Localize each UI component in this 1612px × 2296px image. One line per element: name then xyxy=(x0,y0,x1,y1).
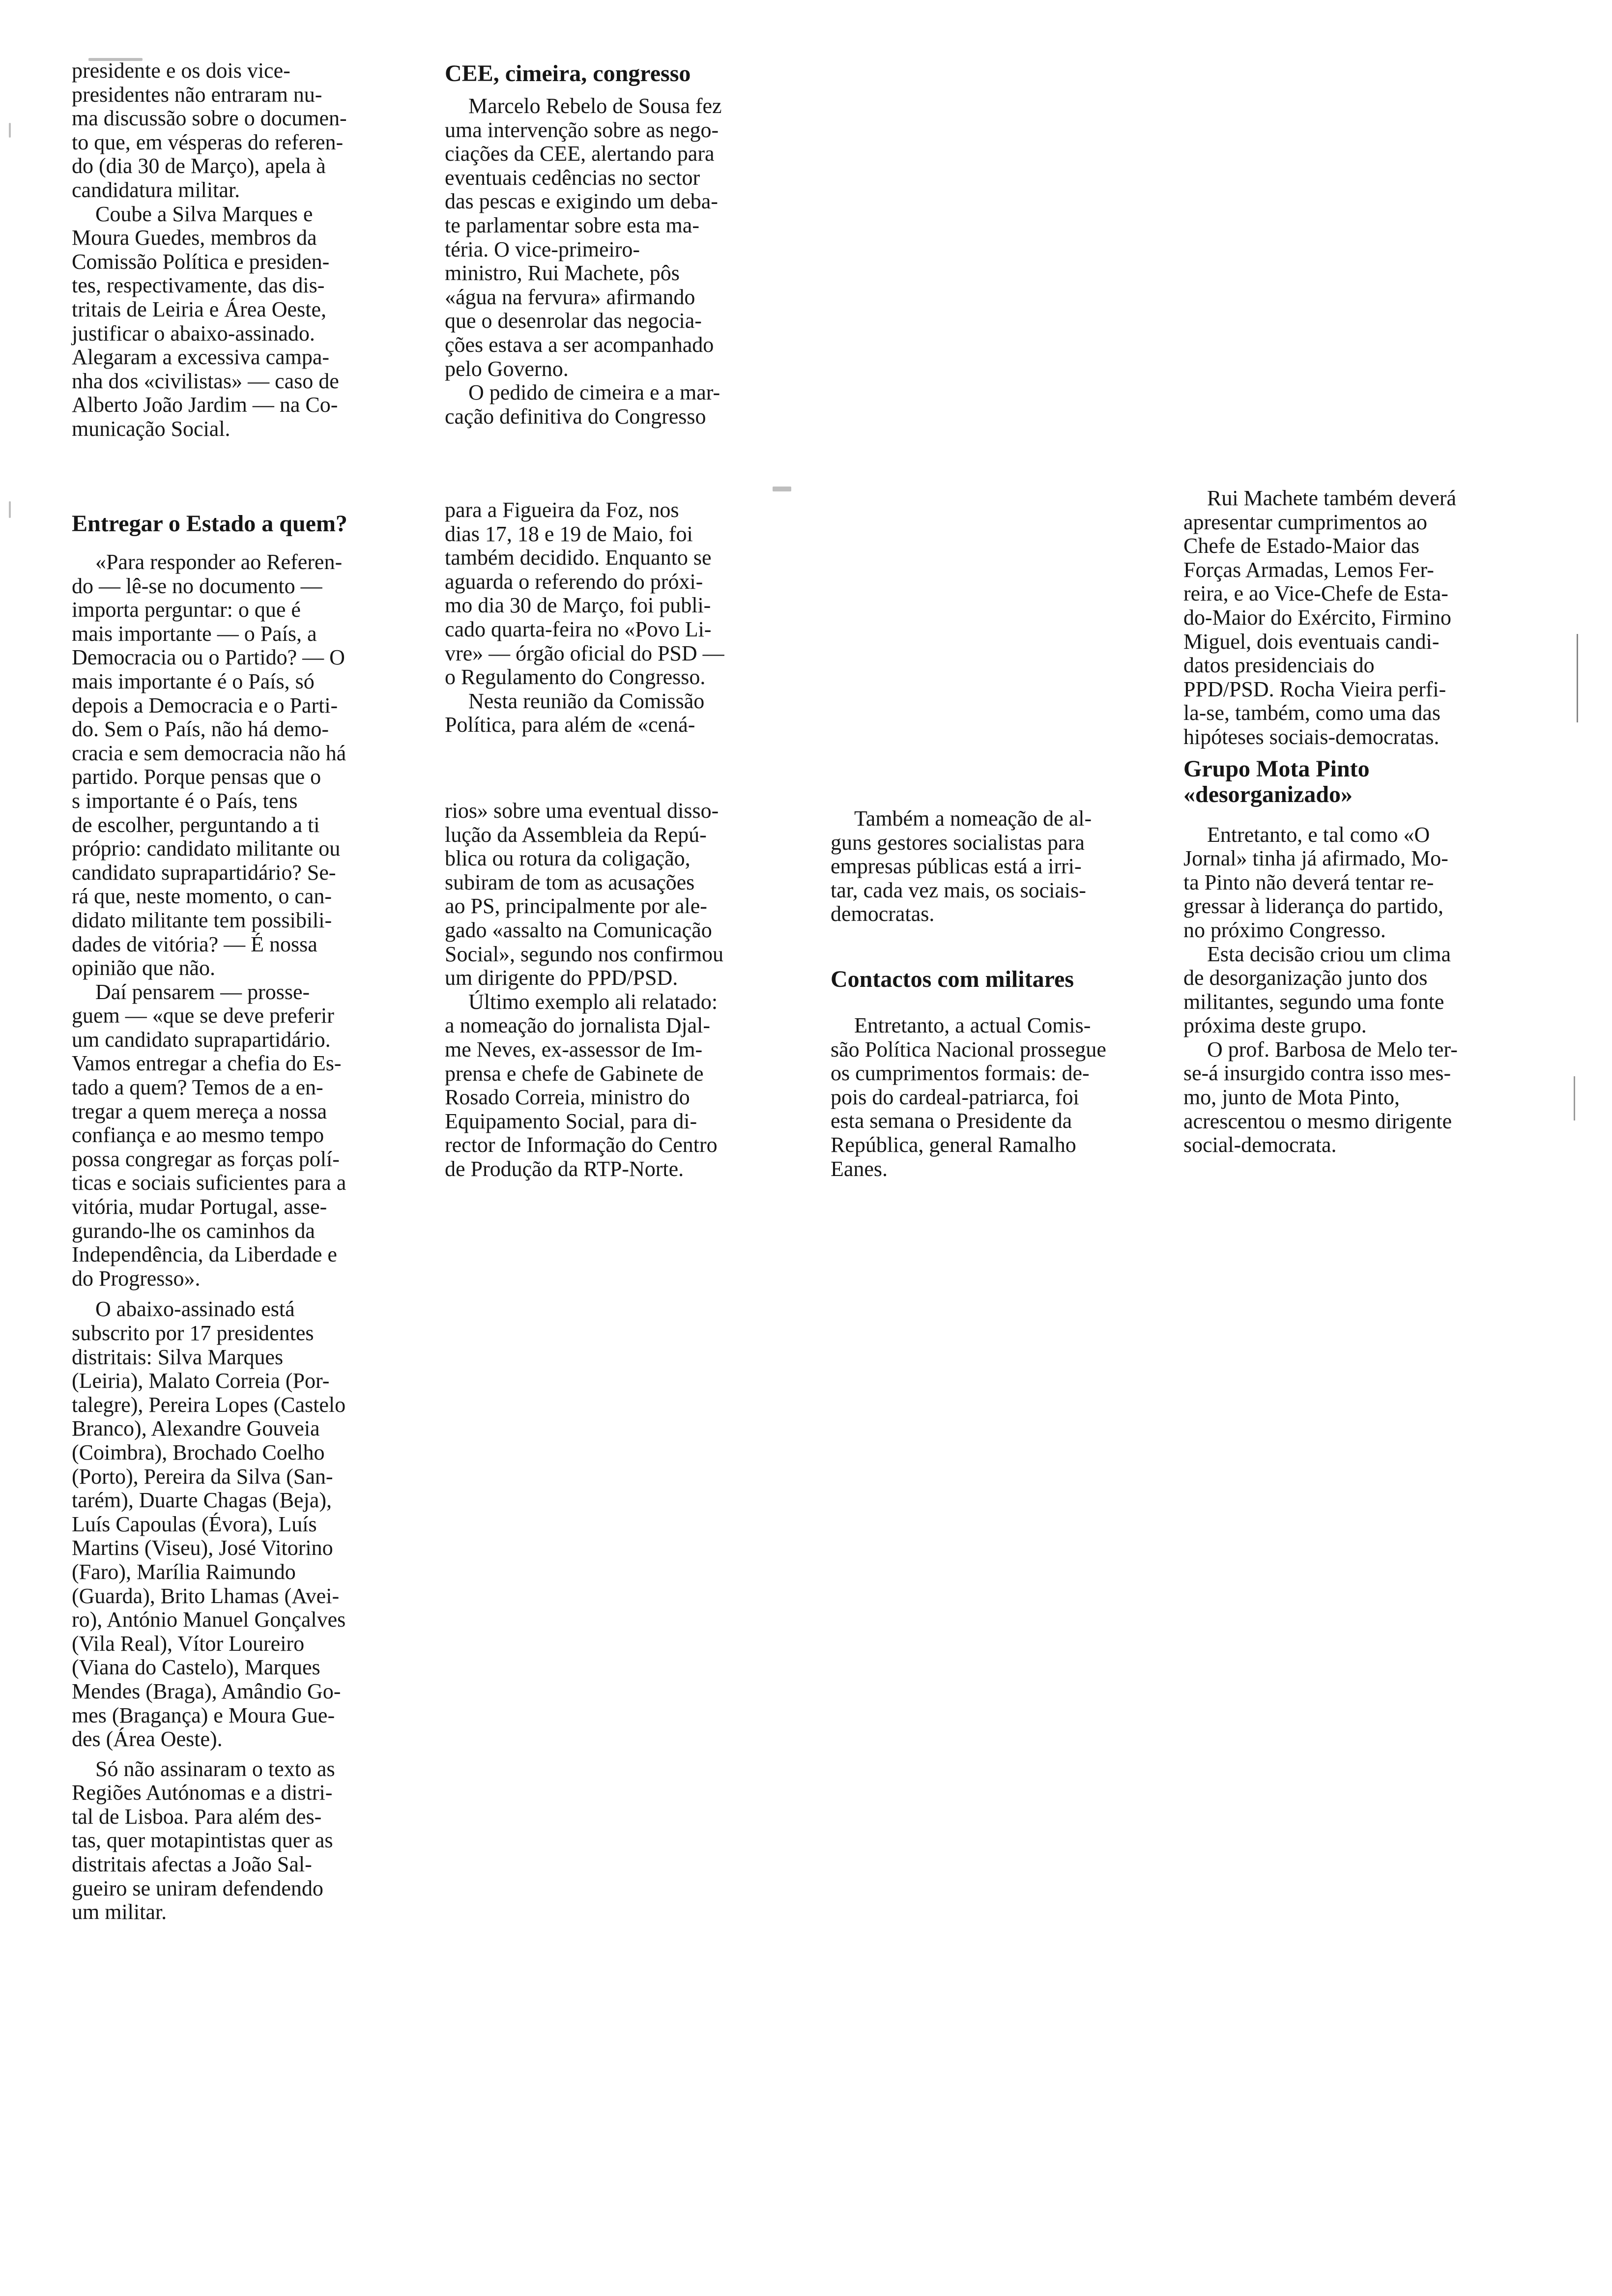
paragraph: O prof. Barbosa de Melo ter- se-á insurgido contra isso mes- mo, junto de Mota Pinto, acrescentou o mesmo dirigente social-democrata. xyxy=(1183,1037,1458,1157)
paragraph: Também a nomeação de al- guns gestores socialistas para empresas públicas está a irri- tar, cada vez mais, os sociais- democratas. xyxy=(831,806,1092,926)
paragraph: Nesta reunião da Comissão Política, para além de «cená- xyxy=(445,689,705,737)
column-2-top xyxy=(445,61,789,429)
paragraph: Só não assinaram o texto as Regiões Autónomas e a distri- tal de Lisboa. Para além des- tas, quer motapintistas quer as distritais afectas a João Sal- gueiro se uniram defendendo um militar. xyxy=(72,1756,335,1924)
paragraph: Esta decisão criou um clima de desorganização junto dos militantes, segundo uma fonte próxima deste grupo. xyxy=(1183,942,1451,1038)
paragraph: para a Figueira da Foz, nos dias 17, 18 e 19 de Maio, foi também decidido. Enquanto se aguarda o referendo do próxi- mo dia 30 de Março, foi publi- cado quarta-feira no «Povo Li- vre» — órgão oficial do PSD — o Regulamento do Congresso. xyxy=(445,498,724,689)
subheading: Entregar o Estado a quem? xyxy=(72,511,347,537)
margin-rule xyxy=(1577,634,1578,722)
paragraph: «Para responder ao Referen- do — lê-se no documento — importa perguntar: o que é mais importante — o País, a Democracia ou o Partido? — O mais importante é o País, só depois a Democracia e o Parti- do. Sem o País, não há demo- cracia e sem democracia não há partido. Porque pensas que o s importante é o País, tens de escolher, perguntando a ti próprio: candidato militante ou candidato suprapartidário? Se- rá que, neste momento, o can- didato militante tem possibili- dades de vitória? — É nossa opinião que não. xyxy=(72,550,346,980)
scan-speck xyxy=(773,487,791,491)
column-1-top xyxy=(72,59,396,441)
paragraph: rios» sobre uma eventual disso- lução da Assembleia da Repú- blica ou rotura da coligação, subiram de tom as acusações ao PS, principalmente por ale- gado «assalto na Comunicação Social», segundo nos confirmou um dirigente do PPD/PSD. xyxy=(445,799,724,990)
paragraph: presidente e os dois vice- presidentes não entraram nu- ma discussão sobre o documen- to que, em vésperas do referen- do (dia 30 de Março), apela à candidatura militar. xyxy=(72,58,347,202)
column-1-section xyxy=(72,511,396,1924)
column-2-bottom xyxy=(445,799,799,1181)
scan-speck xyxy=(9,501,11,518)
column-4 xyxy=(1183,487,1527,1157)
paragraph: O abaixo-assinado está subscrito por 17 presidentes distritais: Silva Marques (Leiria), Malato Correia (Por- talegre), Pereira Lopes (Castelo Branco), Alexandre Gouveia (Coimbra), Brochado Coelho (Porto), Pereira da Silva (San- tarém), Duarte Chagas (Beja), Luís Capoulas (Évora), Luís Martins (Viseu), José Vitorino (Faro), Marília Raimundo (Guarda), Brito Lhamas (Avei- ro), António Manuel Gonçalves (Vila Real), Vítor Loureiro (Viana do Castelo), Marques Mendes (Braga), Amândio Go- mes (Bragança) e Moura Gue- des (Área Oeste). xyxy=(72,1297,346,1751)
paragraph: Último exemplo ali relatado: a nomeação do jornalista Djal- me Neves, ex-assessor de Im- prensa e chefe de Gabinete de Rosado Correia, ministro do Equipamento Social, para di- rector de Informação do Centro de Produção da RTP-Norte. xyxy=(445,989,718,1181)
paragraph: Entretanto, a actual Comis- são Política Nacional prossegue os cumprimentos formais: de- pois do cardeal-patriarca, foi esta semana o Presidente da República, general Ramalho Eanes. xyxy=(831,1013,1106,1181)
paragraph: Rui Machete também deverá apresentar cumprimentos ao Chefe de Estado-Maior das Forças Armadas, Lemos Fer- reira, e ao Vice-Chefe de Esta- do-Maior do Exército, Firmino Miguel, dois eventuais candi- datos presidenciais do PPD/PSD. Rocha Vieira perfi- la-se, também, como uma das hipóteses sociais-democratas. xyxy=(1183,486,1457,749)
paragraph: O pedido de cimeira e a mar- cação definitiva do Congresso xyxy=(445,380,720,429)
margin-rule xyxy=(1574,1076,1575,1120)
subheading: Grupo Mota Pinto «desorganizado» xyxy=(1183,755,1370,807)
paragraph: Daí pensarem — prosse- guem — «que se deve preferir um candidato suprapartidário. Vamos entregar a chefia do Es- tado a quem? Temos de a en- tregar a quem mereça a nossa confiança e ao mesmo tempo possa congregar as forças polí- ticas e sociais suficientes para a vitória, mudar Portugal, asse- gurando-lhe os caminhos da Independência, da Liberdade e do Progresso». xyxy=(72,979,346,1291)
paragraph: Coube a Silva Marques e Moura Guedes, membros da Comissão Política e presiden- tes, respectivamente, das dis- tritais de Leiria e Área Oeste, justificar o abaixo-assinado. Alegaram a excessiva campa- nha dos «civilistas» — caso de Alberto João Jardim — na Co- municação Social. xyxy=(72,201,339,441)
subheading: Contactos com militares xyxy=(831,966,1074,992)
column-3 xyxy=(831,807,1175,1181)
paragraph: Entretanto, e tal como «O Jornal» tinha já afirmado, Mo- ta Pinto não deverá tentar re- gressar à liderança do partido, no próximo Congresso. xyxy=(1183,822,1448,942)
column-2-middle xyxy=(445,498,789,737)
scan-speck xyxy=(9,123,11,138)
paragraph: Marcelo Rebelo de Sousa fez uma intervenção sobre as nego- ciações da CEE, alertando para eventuais cedências no sector das pescas e exigindo um deba- te parlamentar sobre esta ma- téria. O vice-primeiro- ministro, Rui Machete, pôs «água na fervura» afirmando que o desenrolar das negocia- ções estava a ser acompanhado pelo Governo. xyxy=(445,94,722,381)
subheading: CEE, cimeira, congresso xyxy=(445,60,691,86)
